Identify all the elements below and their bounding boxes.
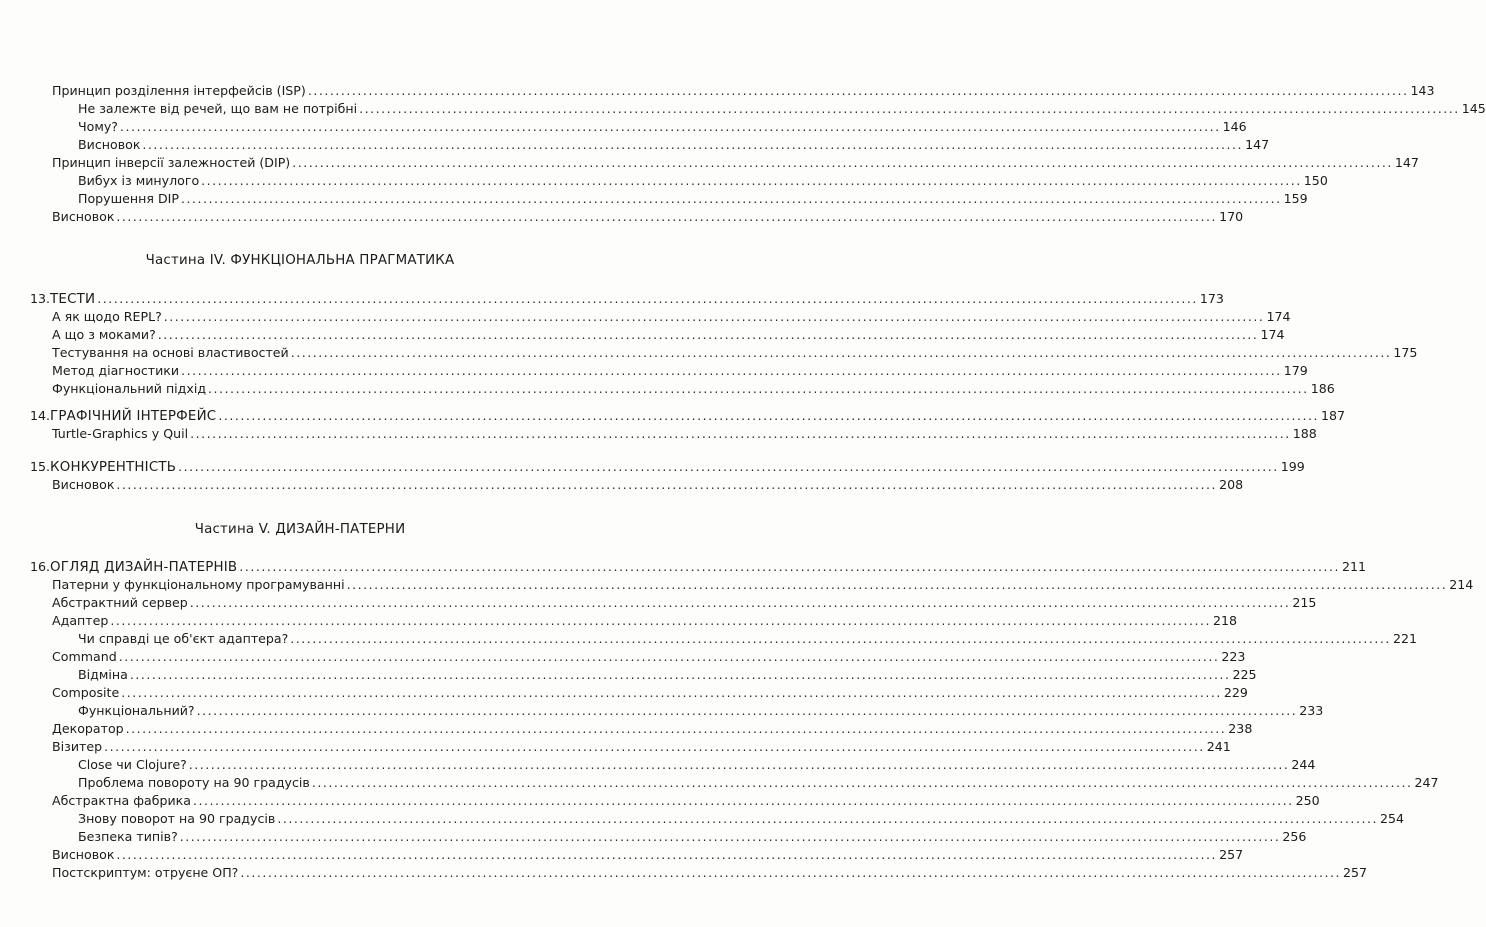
toc-entry-title: Порушення DIP	[78, 191, 179, 206]
toc-entry: Абстрактна фабрика ........................................................................................................................................................................................................ 250	[52, 793, 1320, 808]
chapter-title: ГРАФІЧНИЙ ІНТЕРФЕЙС	[50, 409, 217, 424]
toc-entry-page: 145	[1461, 101, 1486, 116]
toc-entry-page: 147	[1245, 137, 1270, 152]
part-heading: Частина V. ДИЗАЙН-ПАТЕРНИ	[194, 522, 406, 537]
chapter-entry: 13. ТЕСТИ ........................................................................................................................................................................................................ 173	[30, 291, 1224, 307]
chapter-entry: 16. ОГЛЯД ДИЗАЙН-ПАТЕРНІВ ........................................................................................................................................................................................................ 211	[30, 559, 1367, 575]
toc-entry-page: 173	[1199, 291, 1224, 306]
toc-entry: Відміна ........................................................................................................................................................................................................ 225	[78, 667, 1257, 682]
toc-entry-title: Безпека типів?	[78, 829, 178, 844]
toc-entry-page: 208	[1219, 477, 1244, 492]
chapter-entry: 14. ГРАФІЧНИЙ ІНТЕРФЕЙС ........................................................................................................................................................................................................ 187	[30, 408, 1346, 424]
toc-entry-page: 257	[1343, 865, 1368, 880]
toc-entry-title: Візитер	[52, 739, 103, 754]
toc-entry-page: 147	[1394, 155, 1419, 170]
toc-entry: Принцип інверсії залежностей (DIP) ........................................................................................................................................................................................................ 147	[52, 155, 1419, 170]
chapter-title: КОНКУРЕНТНІСТЬ	[50, 460, 177, 475]
toc-entry: Візитер ........................................................................................................................................................................................................ 241	[52, 739, 1231, 754]
toc-entry: Turtle-Graphics у Quil ........................................................................................................................................................................................................ 188	[52, 426, 1317, 441]
toc-entry: Функціональний підхід ........................................................................................................................................................................................................ 186	[52, 381, 1335, 396]
toc-entry: Постскриптум: отруєне ОП? ........................................................................................................................................................................................................ 257	[52, 865, 1368, 880]
toc-entry-page: 233	[1299, 703, 1324, 718]
toc-entry: Адаптер ........................................................................................................................................................................................................ 218	[52, 613, 1238, 628]
toc-entry: Command ........................................................................................................................................................................................................ 223	[52, 649, 1246, 664]
toc-entry-title: Знову поворот на 90 градусів	[78, 811, 276, 826]
toc-entry-title: Не залежте від речей, що вам не потрібні	[78, 101, 358, 116]
toc-entry-page: 241	[1206, 739, 1231, 754]
toc-entry: Метод діагностики ........................................................................................................................................................................................................ 179	[52, 363, 1308, 378]
toc-entry-title: Command	[52, 649, 117, 664]
toc-entry-title: Composite	[52, 685, 120, 700]
toc-entry-title: Тестування на основі властивостей	[52, 345, 289, 360]
toc-entry: Висновок ........................................................................................................................................................................................................ 170	[52, 209, 1244, 224]
toc-entry-title: Проблема повороту на 90 градусів	[78, 775, 310, 790]
toc-entry: Висновок ........................................................................................................................................................................................................ 208	[52, 477, 1244, 492]
toc-entry-title: Принцип інверсії залежностей (DIP)	[52, 155, 291, 170]
toc-entry-page: 188	[1292, 426, 1317, 441]
toc-entry-page: 244	[1291, 757, 1316, 772]
toc-entry: А як щодо REPL? ........................................................................................................................................................................................................ 174	[52, 309, 1291, 324]
toc-entry-page: 159	[1283, 191, 1308, 206]
toc-entry-title: Функціональний?	[78, 703, 195, 718]
toc-entry-page: 229	[1223, 685, 1248, 700]
chapter-entry: 15. КОНКУРЕНТНІСТЬ ........................................................................................................................................................................................................ 199	[30, 459, 1305, 475]
toc-entry: Висновок ........................................................................................................................................................................................................ 147	[78, 137, 1270, 152]
toc-entry-page: 143	[1410, 83, 1435, 98]
toc-entry: Чи справді це об'єкт адаптера? ........................................................................................................................................................................................................ 221	[78, 631, 1417, 646]
toc-entry: Проблема повороту на 90 градусів ........................................................................................................................................................................................................ 247	[78, 775, 1439, 790]
toc-entry-title: Декоратор	[52, 721, 124, 736]
toc-entry: Безпека типів? ........................................................................................................................................................................................................ 256	[78, 829, 1307, 844]
toc-entry-title: Висновок	[52, 477, 115, 492]
toc-entry: Абстрактний сервер ........................................................................................................................................................................................................ 215	[52, 595, 1317, 610]
toc-entry-page: 174	[1260, 327, 1285, 342]
toc-entry-page: 254	[1379, 811, 1404, 826]
chapter-number: 15.	[30, 459, 51, 474]
toc-entry-page: 221	[1392, 631, 1417, 646]
toc-entry: Функціональний? ........................................................................................................................................................................................................ 233	[78, 703, 1324, 718]
toc-entry-page: 247	[1414, 775, 1439, 790]
chapter-title: ОГЛЯД ДИЗАЙН-ПАТЕРНІВ	[50, 560, 238, 575]
toc-entry: Принцип розділення інтерфейсів (ISP) ........................................................................................................................................................................................................ 143	[52, 83, 1435, 98]
toc-entry-page: 250	[1295, 793, 1320, 808]
toc-entry-title: Постскриптум: отруєне ОП?	[52, 865, 239, 880]
toc-entry: Декоратор ........................................................................................................................................................................................................ 238	[52, 721, 1253, 736]
chapter-title: ТЕСТИ	[50, 292, 96, 307]
toc-entry-page: 225	[1232, 667, 1257, 682]
toc-entry-title: Патерни у функціональному програмуванні	[52, 577, 345, 592]
toc-entry-page: 199	[1280, 459, 1305, 474]
toc-entry-page: 187	[1320, 408, 1346, 423]
toc-entry-page: 215	[1292, 595, 1317, 610]
toc-entry: Висновок ........................................................................................................................................................................................................ 257	[52, 847, 1244, 862]
toc-entry-title: А що з моками?	[52, 327, 156, 342]
toc-entry: Вибух із минулого ........................................................................................................................................................................................................ 150	[78, 173, 1328, 188]
toc-entry: Composite ........................................................................................................................................................................................................ 229	[52, 685, 1248, 700]
toc-entry-page: 146	[1222, 119, 1247, 134]
toc-entry-title: Функціональний підхід	[52, 381, 207, 396]
toc-entry-title: А як щодо REPL?	[52, 309, 162, 324]
toc-entry-title: Turtle-Graphics у Quil	[52, 426, 189, 441]
toc-entry-title: Абстрактна фабрика	[52, 793, 192, 808]
chapter-number: 13.	[30, 291, 51, 306]
toc-entry-page: 150	[1303, 173, 1328, 188]
toc-entry-title: Висновок	[52, 209, 115, 224]
toc-entry-page: 223	[1221, 649, 1246, 664]
toc-entry-title: Close чи Clojure?	[78, 757, 187, 772]
toc-entry-title: Вибух із минулого	[78, 173, 200, 188]
toc-entry-title: Чому?	[78, 119, 118, 134]
toc-entry-page: 170	[1219, 209, 1244, 224]
toc-entry-page: 256	[1282, 829, 1307, 844]
toc-entry-page: 218	[1213, 613, 1238, 628]
toc-entry-page: 214	[1449, 577, 1474, 592]
toc-entry: Тестування на основі властивостей ........................................................................................................................................................................................................ 175	[52, 345, 1418, 360]
toc-entry: Патерни у функціональному програмуванні ........................................................................................................................................................................................................ 214	[52, 577, 1474, 592]
toc-entry: А що з моками? ........................................................................................................................................................................................................ 174	[52, 327, 1285, 342]
toc-entry-page: 174	[1266, 309, 1291, 324]
toc-entry: Не залежте від речей, що вам не потрібні ........................................................................................................................................................................................................ 145	[78, 101, 1486, 116]
toc-entry: Порушення DIP ........................................................................................................................................................................................................ 159	[78, 191, 1308, 206]
toc-entry-title: Метод діагностики	[52, 363, 180, 378]
toc-entry-title: Висновок	[78, 137, 141, 152]
toc-entry-page: 238	[1228, 721, 1253, 736]
toc-entry-page: 186	[1310, 381, 1335, 396]
toc-entry-title: Відміна	[78, 667, 128, 682]
toc-entry: Чому? ........................................................................................................................................................................................................ 146	[78, 119, 1247, 134]
toc-entry: Знову поворот на 90 градусів ........................................................................................................................................................................................................ 254	[78, 811, 1404, 826]
toc-entry-page: 175	[1393, 345, 1418, 360]
chapter-number: 16.	[30, 559, 51, 574]
toc-entry-title: Адаптер	[52, 613, 109, 628]
toc-entry-title: Чи справді це об'єкт адаптера?	[78, 631, 289, 646]
toc-entry-title: Висновок	[52, 847, 115, 862]
toc-entry: Close чи Clojure? ........................................................................................................................................................................................................ 244	[78, 757, 1316, 772]
toc-entry-page: 179	[1283, 363, 1308, 378]
toc-entry-title: Абстрактний сервер	[52, 595, 188, 610]
toc-entry-page: 257	[1219, 847, 1244, 862]
toc-entry-page: 211	[1341, 559, 1367, 574]
toc-entry-title: Принцип розділення інтерфейсів (ISP)	[52, 83, 306, 98]
chapter-number: 14.	[30, 408, 51, 423]
part-heading: Частина IV. ФУНКЦІОНАЛЬНА ПРАГМАТИКА	[145, 253, 455, 268]
